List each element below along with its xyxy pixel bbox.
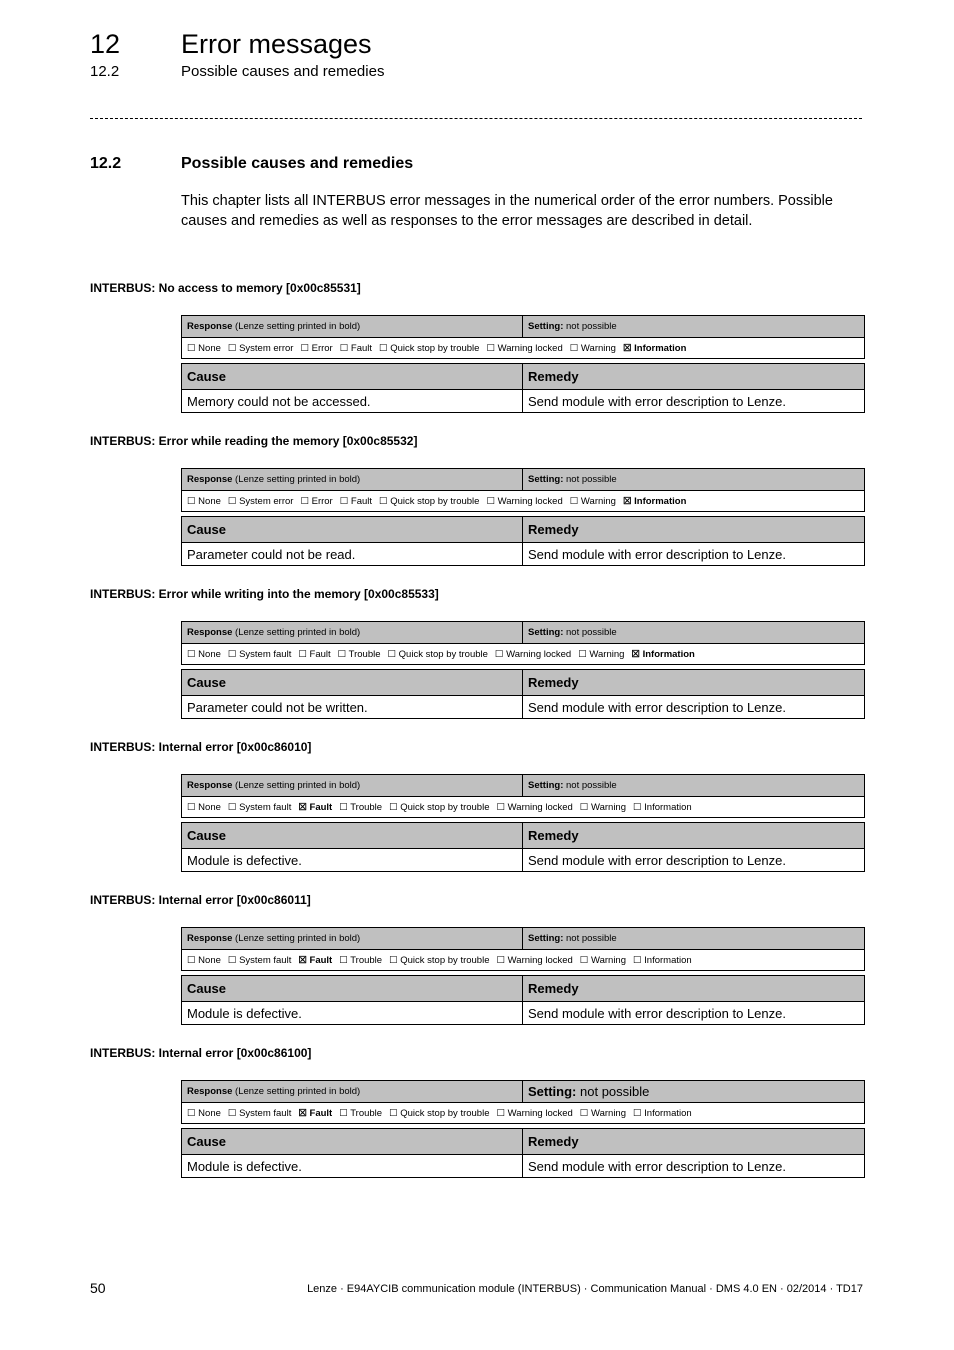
response-option [497,1108,573,1119]
checkbox-icon: ☐ [633,954,642,966]
response-label: Response [187,474,233,485]
response-note: (Lenze setting printed in bold) [235,780,361,791]
checkbox-icon: ☐ [496,1107,506,1119]
error-heading: INTERBUS: Error while reading the memory [0x00c85532] [90,434,418,448]
subchapter-title: Possible causes and remedies [181,63,385,80]
response-option [298,649,330,660]
checkbox-icon: ☐ [227,801,237,813]
response-option [228,343,294,354]
checkbox-icon: ☐ [579,801,589,813]
response-option [497,802,573,813]
response-option-label: Trouble [350,954,383,966]
response-option [187,496,221,507]
setting-label: Setting: [528,474,564,485]
remedy-cell: Send module with error description to Lenze. [523,1155,865,1178]
response-option-label: Warning [580,342,616,354]
response-option-label: Warning locked [497,495,563,507]
response-note: (Lenze setting printed in bold) [235,321,361,332]
response-option-label: Trouble [350,1107,383,1119]
response-option-label: Error [311,342,333,354]
setting-header-cell [523,775,865,797]
checkbox-icon: ☐ [339,954,348,966]
checked-box-icon: ☒ [298,954,307,966]
remedy-cell: Send module with error description to Lenze. [523,849,865,872]
cause-header: Cause [182,517,523,543]
checked-box-icon: ☒ [631,648,640,660]
response-option-label: Error [311,495,333,507]
response-option [187,1108,221,1119]
response-option [298,1108,332,1119]
response-option-label: Information [644,954,692,966]
error-heading: INTERBUS: Internal error [0x00c86010] [90,740,312,754]
remedy-cell: Send module with error description to Lenze. [523,390,865,413]
setting-value: not possible [580,1084,650,1099]
response-option [578,649,624,660]
subchapter-number: 12.2 [90,63,120,80]
setting-label: Setting: [528,321,564,332]
response-option [497,955,573,966]
setting-value: not possible [566,474,617,485]
header-divider [90,118,862,119]
checkbox-icon: ☐ [579,954,589,966]
response-header-cell [182,928,523,950]
response-options-row [182,644,865,665]
response-option [298,802,332,813]
cause-cell: Module is defective. [182,1155,523,1178]
response-note: (Lenze setting printed in bold) [235,627,361,638]
remedy-header: Remedy [523,976,865,1002]
response-option-label: Trouble [350,801,383,813]
response-option [298,955,332,966]
response-option-label: System fault [239,954,292,966]
setting-label: Setting: [528,933,564,944]
response-option [338,649,381,660]
response-option-label: Warning locked [507,801,573,813]
response-option [389,1108,489,1119]
response-option-label: Quick stop by trouble [400,954,490,966]
remedy-cell: Send module with error description to Lenze. [523,696,865,719]
checkbox-icon: ☐ [339,1107,348,1119]
response-option-label: None [198,801,221,813]
checked-box-icon: ☒ [298,801,307,813]
response-table [181,1080,865,1124]
checkbox-icon: ☐ [569,495,579,507]
response-option [379,496,479,507]
checkbox-icon: ☐ [227,495,237,507]
response-option [379,343,479,354]
checkbox-icon: ☐ [187,801,196,813]
response-option-label: Fault [350,495,373,507]
remedy-header: Remedy [523,670,865,696]
setting-header-cell [523,928,865,950]
checkbox-icon: ☐ [187,1107,196,1119]
response-options-row [182,797,865,818]
response-header-cell [182,1081,523,1103]
response-option [339,955,382,966]
response-table [181,468,865,512]
cause-cell: Parameter could not be read. [182,543,523,566]
response-option-label: Quick stop by trouble [390,342,480,354]
checkbox-icon: ☐ [339,495,349,507]
response-option-label: Warning [589,648,625,660]
response-option [300,496,332,507]
response-option [300,343,332,354]
response-label: Response [187,780,233,791]
remedy-header: Remedy [523,364,865,390]
response-option-label: System fault [239,648,292,660]
response-option-label: Warning locked [506,648,572,660]
response-label: Response [187,933,233,944]
cause-cell: Memory could not be accessed. [182,390,523,413]
section-title: Possible causes and remedies [181,155,414,172]
response-options-row [182,491,865,512]
response-option [633,802,692,813]
section-number: 12.2 [90,155,122,172]
setting-value: not possible [566,780,617,791]
remedy-header: Remedy [523,823,865,849]
response-options-row [182,338,865,359]
checked-box-icon: ☒ [298,1107,307,1119]
chapter-title: Error messages [181,29,372,59]
response-option-label: Warning locked [497,342,563,354]
response-header-cell [182,469,523,491]
cause-remedy-table [181,822,865,872]
setting-value: not possible [566,933,617,944]
response-option [633,955,692,966]
response-table [181,315,865,359]
response-option [228,955,291,966]
cause-cell: Parameter could not be written. [182,696,523,719]
response-option [228,649,291,660]
response-option-label: System fault [239,801,292,813]
checkbox-icon: ☐ [300,495,309,507]
response-option-label: Information [644,801,692,813]
checkbox-icon: ☐ [494,648,504,660]
response-options-row [182,1103,865,1124]
response-header-cell [182,316,523,338]
remedy-cell: Send module with error description to Lenze. [523,1002,865,1025]
response-option [339,1108,382,1119]
checkbox-icon: ☐ [633,801,642,813]
response-option-label: Warning locked [507,1107,573,1119]
checkbox-icon: ☐ [298,648,307,660]
response-option-label: Trouble [348,648,381,660]
cause-header: Cause [182,976,523,1002]
setting-header-cell [523,316,865,338]
remedy-cell: Send module with error description to Lenze. [523,543,865,566]
response-label: Response [187,321,233,332]
response-option-label: Information [634,342,687,354]
response-option [340,496,372,507]
cause-cell: Module is defective. [182,1002,523,1025]
response-label: Response [187,627,233,638]
response-option [228,496,294,507]
cause-remedy-table [181,1128,865,1178]
checkbox-icon: ☐ [579,1107,589,1119]
error-heading: INTERBUS: No access to memory [0x00c85531] [90,281,361,295]
response-option-label: None [198,342,221,354]
checkbox-icon: ☐ [339,342,349,354]
checkbox-icon: ☐ [187,495,196,507]
checkbox-icon: ☐ [578,648,587,660]
checkbox-icon: ☐ [389,954,398,966]
response-option-label: Quick stop by trouble [400,1107,490,1119]
response-option-label: Information [634,495,687,507]
cause-header: Cause [182,823,523,849]
response-option [495,649,571,660]
cause-header: Cause [182,670,523,696]
checkbox-icon: ☐ [339,801,348,813]
response-option [388,649,488,660]
response-option [580,1108,626,1119]
response-option [187,649,221,660]
checked-box-icon: ☒ [622,495,632,507]
response-note: (Lenze setting printed in bold) [235,474,361,485]
response-option-label: Information [642,648,695,660]
checkbox-icon: ☐ [227,648,237,660]
cause-remedy-table [181,516,865,566]
checkbox-icon: ☐ [337,648,347,660]
response-option [631,649,694,660]
checkbox-icon: ☐ [496,954,506,966]
error-heading: INTERBUS: Error while writing into the memory [0x00c85533] [90,587,439,601]
remedy-header: Remedy [523,517,865,543]
response-option-label: Warning [580,495,616,507]
response-option [570,343,616,354]
setting-label: Setting: [528,627,564,638]
response-option [389,955,489,966]
response-option [633,1108,692,1119]
response-option-label: Fault [309,801,333,813]
response-option-label: Fault [350,342,373,354]
checkbox-icon: ☐ [389,801,398,813]
response-option [570,496,616,507]
cause-remedy-table [181,363,865,413]
setting-value: not possible [566,627,617,638]
response-option-label: Information [644,1107,692,1119]
setting-header-cell [523,469,865,491]
response-table [181,774,865,818]
response-option [187,955,221,966]
response-option [228,802,291,813]
cause-header: Cause [182,364,523,390]
cause-header: Cause [182,1129,523,1155]
response-option [340,343,372,354]
response-option-label: Fault [309,954,333,966]
response-note: (Lenze setting printed in bold) [235,1086,361,1097]
response-label: Response [187,1086,233,1097]
checkbox-icon: ☐ [227,342,237,354]
setting-label: Setting: [528,780,564,791]
checkbox-icon: ☐ [187,954,196,966]
checkbox-icon: ☐ [379,495,388,507]
page-number: 50 [90,1280,106,1296]
response-option [580,955,626,966]
response-option-label: None [198,954,221,966]
checkbox-icon: ☐ [486,495,495,507]
response-header-cell [182,622,523,644]
response-option-label: System fault [239,1107,292,1119]
response-option [623,343,686,354]
checkbox-icon: ☐ [379,342,388,354]
checkbox-icon: ☐ [187,648,196,660]
response-option-label: None [198,1107,221,1119]
cause-cell: Module is defective. [182,849,523,872]
checkbox-icon: ☐ [227,1107,237,1119]
error-heading: INTERBUS: Internal error [0x00c86011] [90,893,311,907]
checkbox-icon: ☐ [387,648,397,660]
checkbox-icon: ☐ [633,1107,642,1119]
section-intro: This chapter lists all INTERBUS error messages in the numerical order of the error numbers. Possible causes and remedies as well as responses to the error messages are described in detail. [181,193,833,229]
response-option-label: Quick stop by trouble [390,495,480,507]
response-option [623,496,686,507]
response-option-label: System error [239,495,294,507]
footer-doc-info: Lenze · E94AYCIB communication module (INTERBUS) · Communication Manual · DMS 4.0 EN · 02/2014 · TD17 [307,1283,863,1295]
response-option-label: Warning [590,801,626,813]
response-option [486,496,562,507]
cause-remedy-table [181,975,865,1025]
response-option [580,802,626,813]
response-table [181,927,865,971]
checkbox-icon: ☐ [300,342,309,354]
chapter-number: 12 [90,29,121,59]
remedy-header: Remedy [523,1129,865,1155]
error-heading: INTERBUS: Internal error [0x00c86100] [90,1046,312,1060]
setting-label: Setting: [528,1084,577,1099]
response-options-row [182,950,865,971]
response-option-label: Fault [309,1107,333,1119]
checkbox-icon: ☐ [486,342,495,354]
response-option-label: Warning [590,1107,626,1119]
cause-remedy-table [181,669,865,719]
setting-header-cell [523,622,865,644]
response-option [228,1108,291,1119]
setting-value: not possible [566,321,617,332]
response-option [339,802,382,813]
response-table [181,621,865,665]
checkbox-icon: ☐ [187,342,196,354]
response-option-label: None [198,495,221,507]
response-option [486,343,562,354]
response-option-label: Warning locked [507,954,573,966]
checkbox-icon: ☐ [569,342,579,354]
setting-header-cell [523,1081,865,1103]
response-option-label: System error [239,342,294,354]
response-option-label: None [198,648,221,660]
checkbox-icon: ☐ [389,1107,398,1119]
response-option [389,802,489,813]
response-option [187,802,221,813]
response-header-cell [182,775,523,797]
checkbox-icon: ☐ [496,801,506,813]
checked-box-icon: ☒ [622,342,632,354]
response-option-label: Warning [590,954,626,966]
response-option-label: Fault [309,648,331,660]
response-option [187,343,221,354]
response-option-label: Quick stop by trouble [398,648,488,660]
response-option-label: Quick stop by trouble [400,801,490,813]
checkbox-icon: ☐ [227,954,237,966]
response-note: (Lenze setting printed in bold) [235,933,361,944]
